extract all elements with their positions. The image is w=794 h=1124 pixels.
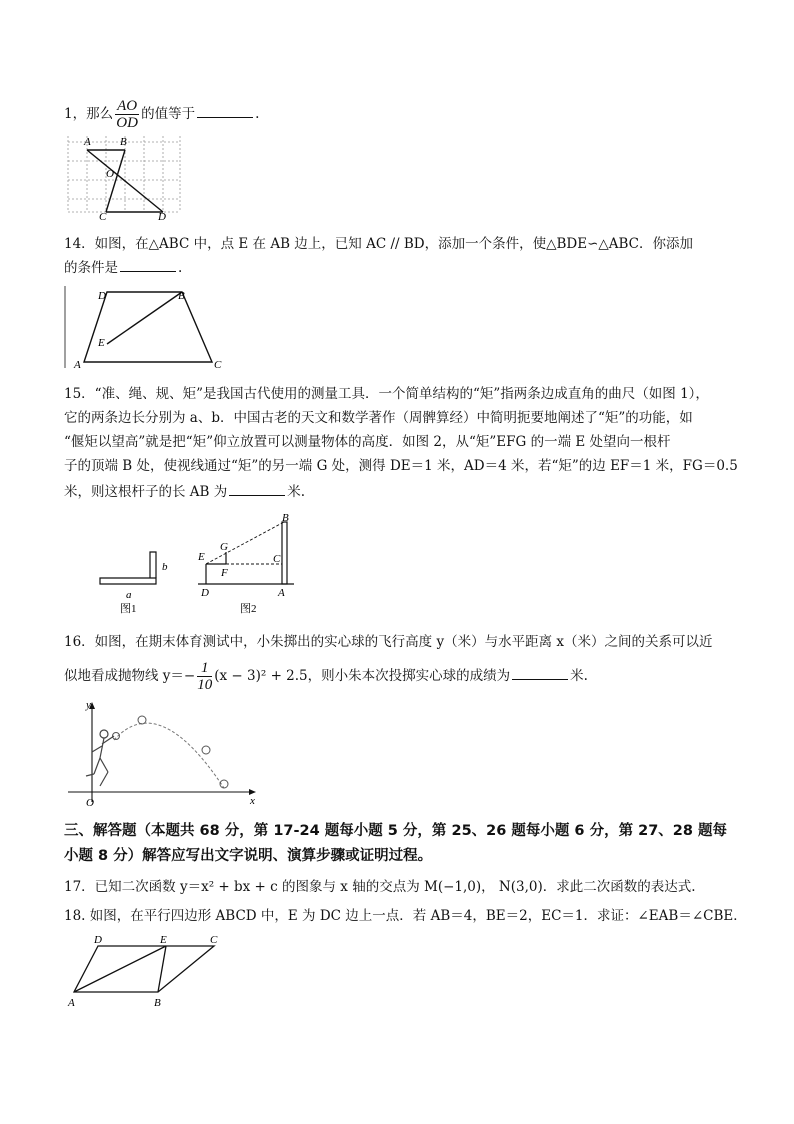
q13-grid-figure [62,130,192,220]
q16-origin-label: O [86,797,94,809]
q15-figure1 [94,544,184,616]
q13-prefix: 1，那么 [64,106,114,122]
q13-end: . [255,106,260,122]
q13-frac-den: OD [116,115,138,131]
q14-label-c: C [214,359,222,371]
q18-label-c: C [210,934,218,946]
q15-line4: 子的顶端 B 处，使视线通过“矩”的另一端 G 处，测得 DE＝1 米，AD＝4 米，若“矩”的边 EF＝1 米，FG＝0.5 [64,458,738,474]
q18-parallelogram-figure [62,932,232,1012]
q16-axis-y-label: y [86,700,91,711]
q14-label-e: E [98,337,105,349]
q15-fig2-label-b: B [282,512,289,524]
q14-label-d: D [98,290,106,302]
q16-frac-den: 10 [197,677,213,693]
q14-line1: 14．如图，在△ABC 中，点 E 在 AB 边上，已知 AC // BD，添加一个条件，使△BDE∽△ABC．你添加 [64,236,694,252]
q13-label-b: B [120,136,127,148]
q15-fig2-label-e: E [198,551,205,563]
q16-answer-blank[interactable] [512,667,568,680]
q16-line2-mid: (x − 3)² + 2.5，则小朱本次投掷实心球的成绩为 [214,668,511,684]
q16-frac-num: 1 [197,660,212,677]
thrower-figure [86,730,114,786]
section3-line2: 小题 8 分）解答应写出文字说明、演算步骤或证明过程。 [64,848,433,864]
q15-line5 [64,482,305,502]
q13-label-a: A [84,136,91,148]
q15-fig2-caption: 图2 [240,603,257,615]
q15-line1: 15．“准、绳、规、矩”是我国古代使用的测量工具．一个简单结构的“矩”指两条边成直角的曲尺（如图 1）， [64,386,709,402]
q13-frac-num: AO [117,98,138,114]
q15-fig2-label-g: G [220,541,228,553]
q14-line2-prefix: 的条件是 [64,260,118,276]
q16-line2-prefix: 似地看成抛物线 y＝− [64,668,196,684]
q15-fig1-caption: 图1 [120,603,137,615]
q18-label-b: B [154,997,161,1009]
q14-answer-blank[interactable] [120,259,176,272]
q15-fig2-label-c: C [273,553,281,565]
q13-line [64,96,259,132]
q18-label-e: E [160,934,167,946]
q15-fig2-label-a: A [278,587,285,599]
q15-line2: 它的两条边长分别为 a、b．中国古老的天文和数学著作（周髀算经）中简明扼要地阐述了“矩”的功能，如 [64,410,693,426]
q13-label-d: D [158,211,166,220]
q14-line2-end: . [178,260,183,276]
q16-parabola-figure [64,700,264,810]
q16-fraction [197,660,212,693]
q15-figure2 [194,512,304,616]
q16-axis-x-label: x [250,795,255,807]
q16-line2 [64,656,588,696]
q15-line5-end: 米. [287,484,306,500]
q16-line1: 16．如图，在期末体育测试中，小朱掷出的实心球的飞行高度 y（米）与水平距离 x（米）之间的关系可以近 [64,634,713,650]
q15-fig1-label-a: a [126,589,132,601]
q13-fraction [115,98,139,131]
q15-fig2-label-f: F [221,567,228,579]
q15-line5-prefix: 米，则这根杆子的长 AB 为 [64,484,228,500]
section3-line1: 三、解答题（本题共 68 分，第 17-24 题每小题 5 分，第 25、26 题每小题 6 分，第 27、28 题每 [64,823,728,839]
q18-label-a: A [68,997,75,1009]
q13-label-o: O [106,168,114,180]
q14-triangle-figure [62,282,242,372]
q18-label-d: D [94,934,102,946]
q13-suffix: 的值等于 [141,106,196,122]
q15-line3: “偃矩以望高”就是把“矩”仰立放置可以测量物体的高度．如图 2，从“矩”EFG 的一端 E 处望向一根杆 [64,434,671,450]
q18-text: 18. 如图，在平行四边形 ABCD 中，E 为 DC 边上一点．若 AB＝4，BE＝2，EC＝1．求证：∠EAB＝∠CBE． [64,908,747,924]
q14-label-b: B [178,290,185,302]
q13-label-c: C [99,211,107,220]
q14-line2 [64,258,182,278]
q15-answer-blank[interactable] [229,483,285,496]
q14-label-a: A [74,359,81,371]
q16-line2-end: 米. [570,668,588,684]
q15-fig1-label-b: b [162,561,168,573]
q13-answer-blank[interactable] [197,105,253,118]
q15-fig2-label-d: D [201,587,209,599]
q17-text: 17．已知二次函数 y＝x² + bx + c 的图象与 x 轴的交点为 M(−1,0)， N(3,0)．求此二次函数的表达式. [64,879,696,895]
